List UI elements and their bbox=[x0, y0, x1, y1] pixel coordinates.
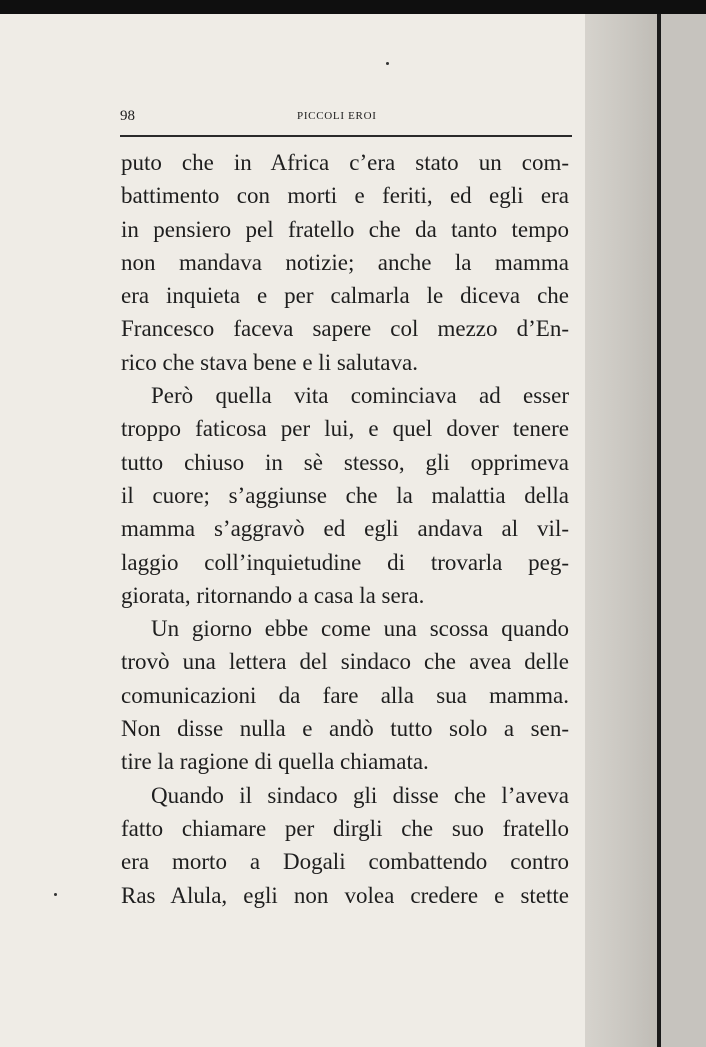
text-line: mamma s’aggravò ed egli andava al vil- bbox=[121, 516, 569, 542]
text-line: Un giorno ebbe come una scossa quando bbox=[151, 616, 569, 642]
scan-top-border bbox=[0, 0, 706, 14]
text-line: trovò una lettera del sindaco che avea delle bbox=[121, 649, 569, 675]
text-line: tire la ragione di quella chiamata. bbox=[121, 749, 429, 775]
text-line: era inquieta e per calmarla le diceva che bbox=[121, 283, 569, 309]
text-line: Però quella vita cominciava ad esser bbox=[151, 383, 569, 409]
body-text bbox=[121, 146, 569, 912]
text-line: era morto a Dogali combattendo contro bbox=[121, 849, 569, 875]
text-line: il cuore; s’aggiunse che la malattia della bbox=[121, 482, 569, 508]
text-line: Quando il sindaco gli disse che l’aveva bbox=[151, 782, 569, 808]
text-line: Ras Alula, egli non volea credere e stette bbox=[121, 882, 569, 908]
text-line: giorata, ritornando a casa la sera. bbox=[121, 582, 425, 608]
text-line: Francesco faceva sapere col mezzo d’En- bbox=[121, 316, 569, 342]
page-header bbox=[120, 108, 570, 130]
text-line: in pensiero pel fratello che da tanto tempo bbox=[121, 216, 569, 242]
paper-speck bbox=[54, 893, 57, 896]
header-rule bbox=[120, 135, 572, 137]
page-number: 98 bbox=[120, 108, 135, 124]
text-line: tutto chiuso in sè stesso, gli opprimeva bbox=[121, 449, 569, 475]
text-line: battimento con morti e feriti, ed egli era bbox=[121, 183, 569, 209]
running-title: PICCOLI EROI bbox=[297, 110, 377, 122]
scan-right-border bbox=[661, 14, 706, 1047]
text-line: fatto chiamare per dirgli che suo fratello bbox=[121, 815, 569, 841]
page-gutter-shadow bbox=[585, 14, 657, 1047]
text-line: puto che in Africa c’era stato un com- bbox=[121, 150, 569, 175]
text-line: Non disse nulla e andò tutto solo a sen- bbox=[121, 716, 569, 742]
text-line: rico che stava bene e li salutava. bbox=[121, 349, 418, 375]
text-line: comunicazioni da fare alla sua mamma. bbox=[121, 682, 569, 708]
paper-speck bbox=[386, 62, 389, 65]
text-line: troppo faticosa per lui, e quel dover tenere bbox=[121, 416, 569, 442]
text-line: laggio coll’inquietudine di trovarla peg- bbox=[121, 549, 569, 575]
text-line: non mandava notizie; anche la mamma bbox=[121, 249, 569, 275]
